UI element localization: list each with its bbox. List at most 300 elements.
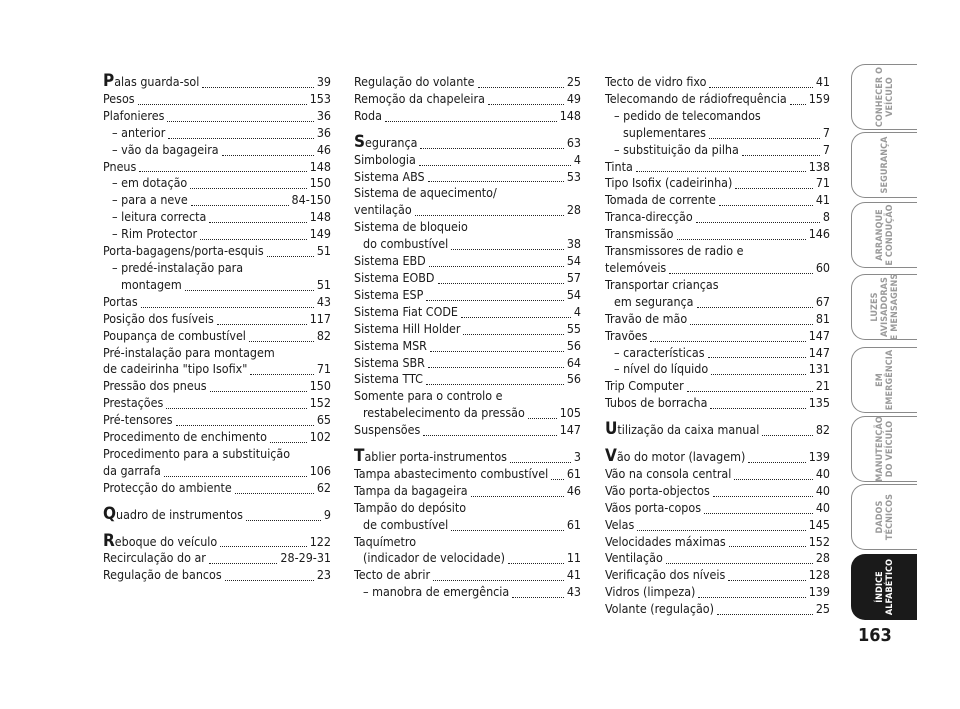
entry-text: Velas bbox=[605, 516, 635, 532]
entry-page: 71 bbox=[815, 175, 830, 191]
entry-title bbox=[112, 192, 188, 209]
entry-title bbox=[605, 226, 674, 243]
entry-page: 9 bbox=[323, 506, 331, 522]
entry-text: Sistema ABS bbox=[354, 168, 425, 184]
entry-title bbox=[103, 243, 264, 260]
index-entry bbox=[354, 371, 581, 388]
index-entry bbox=[103, 328, 331, 345]
entry-page: 148 bbox=[309, 209, 331, 225]
entry-title bbox=[605, 601, 714, 618]
entry-page: 41 bbox=[815, 192, 830, 208]
entry-page: 139 bbox=[808, 449, 830, 465]
dot-leader bbox=[742, 147, 820, 156]
entry-text: Tampa da bagageira bbox=[354, 482, 468, 498]
index-entry bbox=[605, 125, 830, 142]
index-entry bbox=[605, 192, 830, 209]
index-entry bbox=[103, 91, 331, 108]
index-entry bbox=[354, 219, 581, 236]
index-entry bbox=[605, 294, 830, 311]
dot-leader bbox=[488, 96, 564, 105]
entry-text: (indicador de velocidade) bbox=[363, 550, 505, 566]
entry-page: 153 bbox=[309, 90, 331, 106]
entry-text: Sistema EOBD bbox=[354, 269, 435, 285]
dot-leader bbox=[709, 79, 812, 88]
index-entry bbox=[605, 91, 830, 108]
entry-text: Verificação dos níveis bbox=[605, 567, 726, 583]
index-entry bbox=[605, 466, 830, 483]
section-tab-label: ÍNDICE ALFABÉTICO bbox=[874, 558, 895, 616]
entry-text: de cadeirinha "tipo Isofix" bbox=[103, 361, 248, 377]
entry-text: Travão de mão bbox=[605, 310, 688, 326]
entry-page: 38 bbox=[566, 236, 581, 252]
index-entry bbox=[354, 584, 581, 601]
section-tab[interactable] bbox=[851, 132, 917, 198]
entry-title bbox=[605, 446, 746, 467]
index-entry bbox=[605, 601, 830, 618]
index-entry bbox=[354, 405, 581, 422]
entry-text: Vãos porta-copos bbox=[605, 499, 702, 515]
index-entry bbox=[103, 378, 331, 395]
entry-text: Portas bbox=[103, 293, 138, 309]
index-entry bbox=[605, 419, 830, 440]
dot-leader bbox=[438, 275, 564, 284]
entry-text: Velocidades máximas bbox=[605, 533, 726, 549]
entry-page: 117 bbox=[309, 310, 331, 326]
entry-title bbox=[103, 71, 200, 91]
dot-leader bbox=[478, 79, 564, 88]
entry-title bbox=[112, 226, 197, 243]
index-entry bbox=[354, 500, 581, 517]
dot-leader bbox=[225, 572, 314, 581]
entry-page: 150 bbox=[309, 378, 331, 394]
section-tab-label: ARRANQUE E CONDUÇÃO bbox=[874, 204, 895, 266]
entry-page: 84-150 bbox=[291, 192, 331, 208]
entry-page: 152 bbox=[309, 395, 331, 411]
index-entry bbox=[103, 277, 331, 294]
dot-leader bbox=[385, 113, 557, 122]
entry-text: ventilação bbox=[354, 202, 412, 218]
entry-text: – anterior bbox=[112, 124, 166, 140]
entry-title bbox=[103, 91, 135, 108]
dot-leader bbox=[166, 400, 306, 409]
entry-page: 25 bbox=[815, 601, 830, 617]
entry-page: 11 bbox=[566, 550, 581, 566]
entry-text: Vão na consola central bbox=[605, 465, 732, 481]
entry-title bbox=[354, 338, 427, 355]
index-entry bbox=[354, 321, 581, 338]
index-entry bbox=[605, 243, 830, 260]
index-entry bbox=[103, 125, 331, 142]
entry-text: Tampa abastecimento combustível bbox=[354, 465, 549, 481]
dot-leader bbox=[176, 417, 314, 426]
entry-text: Procedimento de enchimento bbox=[103, 429, 267, 445]
entry-title bbox=[363, 550, 505, 567]
entry-text: Tranca-direcção bbox=[605, 209, 693, 225]
entry-page: 41 bbox=[566, 567, 581, 583]
entry-text: ão do motor (lavagem) bbox=[616, 449, 746, 465]
entry-initial-letter: V bbox=[605, 446, 617, 467]
dot-leader bbox=[423, 427, 556, 436]
section-tab[interactable] bbox=[851, 64, 917, 130]
index-entry bbox=[103, 345, 331, 362]
entry-page: 43 bbox=[316, 293, 331, 309]
entry-text: Somente para o controlo e bbox=[354, 388, 503, 404]
entry-title bbox=[354, 355, 425, 372]
dot-leader bbox=[677, 231, 806, 240]
entry-title bbox=[605, 74, 706, 91]
index-entry bbox=[354, 131, 581, 152]
entry-title bbox=[363, 584, 509, 601]
dot-leader bbox=[428, 359, 564, 368]
dot-leader bbox=[508, 555, 564, 564]
entry-text: Sistema MSR bbox=[354, 337, 427, 353]
entry-page: 23 bbox=[316, 567, 331, 583]
entry-page: 28 bbox=[815, 550, 830, 566]
dot-leader bbox=[710, 400, 805, 409]
entry-text: Vão porta-objectos bbox=[605, 482, 710, 498]
dot-leader bbox=[461, 309, 571, 318]
dot-leader bbox=[512, 589, 564, 598]
entry-title bbox=[354, 321, 460, 338]
entry-text: Pesos bbox=[103, 90, 135, 106]
index-column-2 bbox=[354, 74, 581, 601]
dot-leader bbox=[209, 555, 278, 564]
entry-page: 28 bbox=[566, 202, 581, 218]
entry-text: Pré-tensores bbox=[103, 412, 173, 428]
entry-title bbox=[605, 419, 760, 440]
entry-page: 63 bbox=[566, 134, 581, 150]
entry-title bbox=[354, 287, 423, 304]
entry-text: Ventilação bbox=[605, 550, 663, 566]
entry-text: telemóveis bbox=[605, 259, 667, 275]
section-tab-label: DADOS TÉCNICOS bbox=[874, 493, 895, 541]
entry-page: 102 bbox=[309, 429, 331, 445]
entry-page: 81 bbox=[815, 310, 830, 326]
entry-title bbox=[605, 534, 726, 551]
index-entry bbox=[354, 185, 581, 202]
entry-page: 64 bbox=[566, 354, 581, 370]
entry-text: Sistema de aquecimento/ bbox=[354, 185, 497, 201]
entry-title bbox=[103, 361, 247, 378]
index-entry bbox=[103, 260, 331, 277]
index-entry bbox=[605, 260, 830, 277]
entry-page: 148 bbox=[559, 107, 581, 123]
section-gap bbox=[103, 497, 331, 507]
dot-leader bbox=[471, 488, 564, 497]
entry-page: 54 bbox=[566, 253, 581, 269]
index-entry bbox=[605, 378, 830, 395]
index-column-1 bbox=[103, 71, 331, 584]
entry-text: egurança bbox=[365, 134, 418, 150]
dot-leader bbox=[267, 248, 314, 257]
entry-text: Regulação do volante bbox=[354, 74, 475, 89]
entry-title bbox=[354, 483, 468, 500]
section-gap bbox=[354, 439, 581, 449]
entry-page: 49 bbox=[566, 90, 581, 106]
entry-title bbox=[605, 159, 633, 176]
entry-page: 56 bbox=[566, 371, 581, 387]
entry-page: 7 bbox=[822, 124, 830, 140]
index-entry bbox=[354, 108, 581, 125]
entry-title bbox=[614, 361, 708, 378]
entry-text: Tubos de borracha bbox=[605, 395, 708, 411]
entry-text: de combustível bbox=[363, 516, 449, 532]
index-entry bbox=[354, 270, 581, 287]
section-tab[interactable] bbox=[851, 202, 917, 268]
entry-title bbox=[354, 422, 420, 439]
section-tab[interactable] bbox=[851, 347, 917, 413]
entry-page: 150 bbox=[309, 175, 331, 191]
entry-title bbox=[354, 371, 423, 388]
entry-text: Sistema Fiat CODE bbox=[354, 303, 458, 319]
index-entry bbox=[354, 253, 581, 270]
entry-title bbox=[605, 277, 719, 292]
entry-page: 8 bbox=[822, 209, 830, 225]
entry-text: Transmissão bbox=[605, 226, 674, 242]
entry-title bbox=[103, 412, 173, 429]
section-tab-label: EM EMERGÊNCIA bbox=[874, 349, 895, 411]
index-entry bbox=[605, 584, 830, 601]
dot-leader bbox=[735, 180, 812, 189]
entry-text: Procedimento para a substituição bbox=[103, 445, 291, 461]
index-entry bbox=[354, 287, 581, 304]
dot-leader bbox=[249, 333, 314, 342]
entry-title bbox=[363, 517, 448, 534]
index-entry bbox=[103, 192, 331, 209]
dot-leader bbox=[696, 214, 820, 223]
entry-text: uadro de instrumentos bbox=[116, 506, 243, 522]
entry-page: 71 bbox=[316, 361, 331, 377]
entry-page: 4 bbox=[573, 151, 581, 167]
entry-page: 147 bbox=[808, 327, 830, 343]
entry-page: 159 bbox=[808, 90, 830, 106]
entry-title bbox=[605, 483, 710, 500]
dot-leader bbox=[190, 180, 306, 189]
index-entry bbox=[354, 483, 581, 500]
entry-page: 39 bbox=[316, 74, 331, 89]
entry-page: 56 bbox=[566, 337, 581, 353]
entry-title bbox=[103, 503, 243, 524]
entry-text: Suspensões bbox=[354, 422, 421, 438]
entry-text: Telecomando de rádiofrequência bbox=[605, 90, 787, 106]
entry-page: 147 bbox=[559, 422, 581, 438]
index-entry bbox=[103, 446, 331, 463]
dot-leader bbox=[719, 197, 813, 206]
dot-leader bbox=[636, 163, 806, 172]
index-entry bbox=[605, 395, 830, 412]
entry-text: ablier porta-instrumentos bbox=[364, 449, 507, 465]
entry-title bbox=[354, 253, 426, 270]
index-entry bbox=[103, 550, 331, 567]
entry-text: – vão da bagageira bbox=[112, 141, 219, 157]
dot-leader bbox=[666, 555, 813, 564]
entry-text: da garrafa bbox=[103, 462, 161, 478]
entry-page: 138 bbox=[808, 158, 830, 174]
entry-text: montagem bbox=[121, 276, 182, 292]
dot-leader bbox=[202, 79, 313, 88]
entry-title bbox=[112, 260, 243, 275]
section-tab[interactable] bbox=[851, 416, 917, 482]
section-tab-label: LUZES AVISADORAS E MENSAGENS bbox=[869, 273, 900, 341]
entry-title bbox=[103, 378, 207, 395]
entry-title bbox=[354, 202, 412, 219]
entry-page: 43 bbox=[566, 584, 581, 600]
entry-text: Sistema EBD bbox=[354, 253, 426, 269]
entry-page: 67 bbox=[815, 293, 830, 309]
entry-title bbox=[363, 236, 448, 253]
entry-page: 28-29-31 bbox=[280, 550, 331, 566]
dot-leader bbox=[246, 512, 321, 521]
index-entry bbox=[103, 311, 331, 328]
dot-leader bbox=[168, 130, 313, 139]
entry-title bbox=[354, 388, 503, 403]
dot-leader bbox=[430, 343, 564, 352]
entry-text: Tipo Isofix (cadeirinha) bbox=[605, 175, 733, 191]
entry-page: 41 bbox=[815, 74, 830, 89]
index-entry bbox=[103, 567, 331, 584]
index-entry bbox=[354, 355, 581, 372]
dot-leader bbox=[138, 96, 307, 105]
dot-leader bbox=[429, 258, 564, 267]
entry-title bbox=[605, 91, 787, 108]
entry-page: 105 bbox=[559, 405, 581, 421]
entry-page: 122 bbox=[309, 533, 331, 549]
dot-leader bbox=[734, 471, 812, 480]
entry-initial-letter: R bbox=[103, 530, 115, 551]
dot-leader bbox=[426, 376, 564, 385]
dot-leader bbox=[713, 488, 813, 497]
entry-title bbox=[103, 446, 290, 461]
index-entry bbox=[605, 328, 830, 345]
entry-title bbox=[354, 219, 468, 234]
entry-text: Regulação de bancos bbox=[103, 567, 222, 583]
entry-title bbox=[103, 159, 136, 176]
entry-title bbox=[121, 277, 182, 294]
entry-page: 57 bbox=[566, 269, 581, 285]
entry-page: 135 bbox=[808, 395, 830, 411]
entry-title bbox=[354, 270, 435, 287]
index-entry bbox=[605, 209, 830, 226]
entry-text: – substituição da pilha bbox=[614, 141, 739, 157]
dot-leader bbox=[698, 589, 805, 598]
dot-leader bbox=[191, 197, 289, 206]
index-entry bbox=[103, 463, 331, 480]
entry-page: 54 bbox=[566, 286, 581, 302]
entry-text: Recirculação do ar bbox=[103, 550, 206, 566]
index-entry bbox=[605, 534, 830, 551]
index-entry bbox=[605, 175, 830, 192]
dot-leader bbox=[139, 163, 306, 172]
dot-leader bbox=[222, 147, 314, 156]
entry-text: Volante (regulação) bbox=[605, 601, 714, 617]
entry-title bbox=[605, 260, 666, 277]
entry-title bbox=[354, 534, 416, 549]
entry-title bbox=[605, 567, 725, 584]
entry-title bbox=[605, 311, 687, 328]
entry-page: 106 bbox=[309, 462, 331, 478]
section-tab[interactable] bbox=[851, 484, 917, 550]
index-entry bbox=[103, 294, 331, 311]
entry-text: Tampão do depósito bbox=[354, 499, 467, 515]
index-entry bbox=[103, 429, 331, 446]
dot-leader bbox=[697, 299, 813, 308]
entry-page: 7 bbox=[822, 141, 830, 157]
index-entry bbox=[605, 159, 830, 176]
index-entry bbox=[354, 74, 581, 91]
entry-page: 147 bbox=[808, 344, 830, 360]
entry-title bbox=[112, 142, 219, 159]
index-entry bbox=[605, 108, 830, 125]
section-tab-label: SEGURANÇA bbox=[879, 136, 890, 194]
section-tab[interactable] bbox=[851, 274, 917, 340]
dot-leader bbox=[185, 282, 314, 291]
entry-title bbox=[354, 152, 416, 169]
entry-title bbox=[103, 550, 206, 567]
entry-text: Taquímetro bbox=[354, 533, 417, 549]
page-number: 163 bbox=[858, 625, 892, 646]
section-tab[interactable] bbox=[851, 554, 917, 620]
entry-page: 145 bbox=[808, 516, 830, 532]
index-entry bbox=[103, 175, 331, 192]
entry-page: 36 bbox=[316, 107, 331, 123]
entry-title bbox=[103, 463, 161, 480]
entry-page: 131 bbox=[808, 361, 830, 377]
index-entry bbox=[103, 71, 331, 91]
entry-text: Prestações bbox=[103, 395, 164, 411]
dot-leader bbox=[220, 538, 307, 547]
entry-title bbox=[103, 294, 138, 311]
entry-title bbox=[354, 446, 507, 467]
index-entry bbox=[103, 503, 331, 524]
dot-leader bbox=[235, 485, 314, 494]
entry-page: 149 bbox=[309, 226, 331, 242]
entry-text: Trip Computer bbox=[605, 378, 684, 394]
entry-text: Transportar crianças bbox=[605, 276, 719, 292]
entry-text: Vidros (limpeza) bbox=[605, 584, 696, 600]
entry-title bbox=[354, 131, 418, 152]
entry-text: alas guarda-sol bbox=[114, 74, 200, 89]
dot-leader bbox=[711, 366, 806, 375]
entry-text: Tecto de vidro fixo bbox=[605, 74, 707, 89]
entry-title bbox=[605, 584, 695, 601]
section-gap bbox=[605, 439, 830, 449]
index-entry bbox=[354, 169, 581, 186]
index-entry bbox=[103, 108, 331, 125]
entry-title bbox=[605, 378, 684, 395]
dot-leader bbox=[728, 572, 805, 581]
entry-text: Pressão dos pneus bbox=[103, 378, 207, 394]
index-entry bbox=[354, 338, 581, 355]
index-entry bbox=[605, 567, 830, 584]
index-entry bbox=[103, 159, 331, 176]
dot-leader bbox=[209, 214, 306, 223]
entry-title bbox=[354, 466, 548, 483]
index-entry bbox=[605, 226, 830, 243]
entry-text: Sistema TTC bbox=[354, 371, 423, 387]
index-entry bbox=[354, 422, 581, 439]
entry-text: Porta-bagagens/porta-esquis bbox=[103, 243, 264, 259]
entry-text: – características bbox=[614, 344, 705, 360]
dot-leader bbox=[428, 173, 564, 182]
entry-page: 65 bbox=[316, 412, 331, 428]
index-entry bbox=[354, 388, 581, 405]
dot-leader bbox=[650, 333, 805, 342]
index-entry bbox=[354, 152, 581, 169]
dot-leader bbox=[451, 241, 564, 250]
entry-text: – para a neve bbox=[112, 192, 188, 208]
entry-text: Tomada de corrente bbox=[605, 192, 716, 208]
entry-page: 51 bbox=[316, 276, 331, 292]
